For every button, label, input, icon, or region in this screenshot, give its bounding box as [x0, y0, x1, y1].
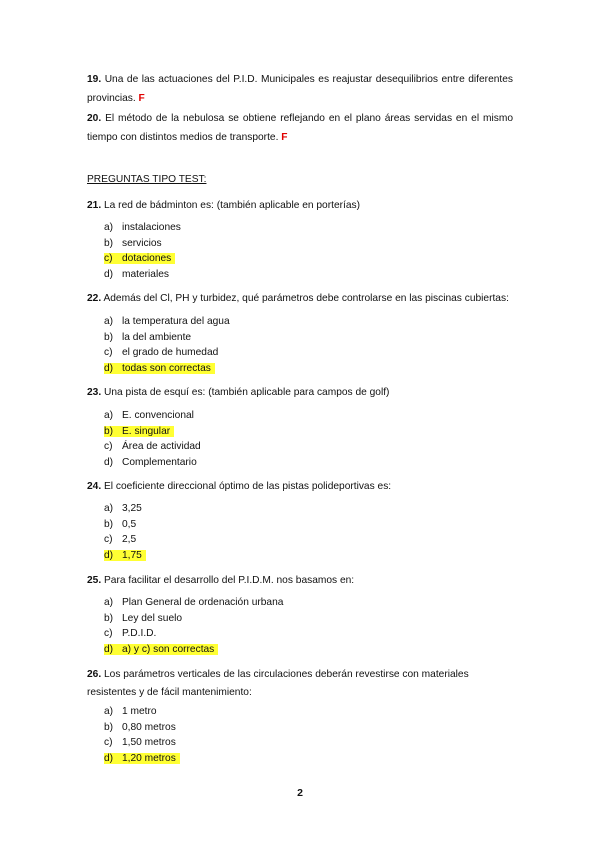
option-letter: c)	[104, 628, 113, 640]
question-number: 25.	[87, 575, 102, 586]
section-title: PREGUNTAS TIPO TEST:	[87, 174, 207, 185]
option-d	[104, 455, 201, 471]
options-list	[104, 595, 283, 657]
statement-20	[87, 109, 513, 147]
option-text: P.D.I.D.	[122, 628, 157, 640]
options-list	[104, 314, 230, 376]
option-letter: b)	[104, 612, 114, 624]
option-c	[104, 735, 180, 751]
options-list	[104, 501, 146, 563]
option-c	[104, 626, 283, 642]
option-text: 1 metro	[122, 706, 157, 717]
option-text: 1,20 metros	[122, 752, 176, 764]
option-letter: d)	[104, 643, 114, 655]
option-b	[104, 330, 230, 346]
question-text: Además del Cl, PH y turbidez, qué parámetros debe controlarse en las piscinas cubiertas:	[103, 293, 509, 304]
statement-number: 20.	[87, 113, 102, 124]
options-list	[104, 408, 201, 470]
option-text: Área de actividad	[122, 441, 201, 453]
option-text: E. convencional	[122, 410, 194, 421]
option-text: servicios	[122, 237, 162, 249]
option-letter: b)	[104, 721, 114, 733]
option-letter: c)	[104, 441, 113, 453]
option-a	[104, 595, 283, 611]
statement-number: 19.	[87, 74, 102, 85]
option-c-correct	[104, 251, 181, 267]
question-text: Para facilitar el desarrollo del P.I.D.M. nos basamos en:	[104, 575, 355, 586]
question-text: Una pista de esquí es: (también aplicable para campos de golf)	[104, 387, 390, 398]
question-25	[87, 572, 517, 589]
statement-text: Una de las actuaciones del P.I.D. Municipales es reajustar desequilibrios entre diferentes provincias.	[87, 74, 513, 104]
option-text: materiales	[122, 268, 169, 280]
option-c	[104, 439, 201, 455]
options-list	[104, 704, 180, 766]
option-text: Plan General de ordenación urbana	[122, 597, 284, 608]
option-letter: a)	[104, 597, 114, 608]
statement-19	[87, 70, 513, 108]
question-number: 22.	[87, 293, 102, 304]
option-b	[104, 720, 180, 736]
option-letter: d)	[104, 362, 114, 374]
option-text: la temperatura del agua	[122, 316, 230, 327]
question-text: La red de bádminton es: (también aplicable en porterías)	[104, 200, 360, 211]
option-letter: b)	[104, 518, 114, 530]
question-23	[87, 384, 517, 401]
option-letter: a)	[104, 410, 114, 421]
option-letter: d)	[104, 268, 114, 280]
question-text: El coeficiente direccional óptimo de las pistas polideportivas es:	[104, 481, 392, 492]
option-text: 2,5	[122, 534, 137, 546]
option-d-correct	[104, 361, 230, 377]
question-number: 23.	[87, 387, 102, 398]
option-text: a) y c) son correctas	[122, 643, 215, 655]
option-letter: b)	[104, 425, 114, 437]
option-b	[104, 611, 283, 627]
option-text: 0,5	[122, 518, 137, 530]
question-24	[87, 478, 517, 495]
option-a	[104, 704, 180, 720]
page-number: 2	[297, 787, 303, 799]
option-letter: c)	[104, 737, 113, 749]
option-letter: a)	[104, 706, 114, 717]
option-text: Ley del suelo	[122, 612, 183, 624]
option-text: 1,50 metros	[122, 737, 176, 749]
option-a	[104, 220, 181, 236]
option-b	[104, 517, 146, 533]
question-22	[87, 290, 517, 307]
statement-text: El método de la nebulosa se obtiene reflejando en el plano áreas servidas en el mismo tiempo con distintos medios de transporte.	[87, 113, 513, 143]
question-number: 24.	[87, 481, 102, 492]
option-text: la del ambiente	[122, 331, 192, 343]
false-mark: F	[138, 93, 145, 104]
question-number: 26.	[87, 669, 102, 680]
option-text: dotaciones	[122, 253, 172, 265]
question-text: Los parámetros verticales de las circulaciones deberán revestirse con materiales resistentes y de fácil mantenimiento:	[87, 669, 469, 698]
option-c	[104, 345, 230, 361]
option-letter: c)	[104, 347, 113, 359]
option-text: E. singular	[122, 425, 171, 437]
option-text: 0,80 metros	[122, 721, 176, 733]
option-b	[104, 236, 181, 252]
option-letter: d)	[104, 456, 114, 468]
option-letter: a)	[104, 503, 114, 514]
option-d-correct	[104, 751, 180, 767]
option-letter: c)	[104, 253, 113, 265]
option-text: Complementario	[122, 456, 197, 468]
option-d-correct	[104, 548, 146, 564]
option-letter: b)	[104, 237, 114, 249]
option-letter: a)	[104, 222, 114, 233]
question-26	[87, 666, 517, 702]
option-a	[104, 314, 230, 330]
option-letter: b)	[104, 331, 114, 343]
option-text: todas son correctas	[122, 362, 211, 374]
option-text: 3,25	[122, 503, 142, 514]
option-text: el grado de humedad	[122, 347, 219, 359]
option-d	[104, 267, 181, 283]
options-list	[104, 220, 181, 282]
option-letter: c)	[104, 534, 113, 546]
option-a	[104, 501, 146, 517]
question-number: 21.	[87, 200, 102, 211]
option-letter: d)	[104, 752, 114, 764]
option-d-correct	[104, 642, 283, 658]
option-text: instalaciones	[122, 222, 181, 233]
option-text: 1,75	[122, 549, 142, 561]
option-letter: d)	[104, 549, 114, 561]
option-b-correct	[104, 424, 201, 440]
question-21	[87, 197, 517, 214]
option-letter: a)	[104, 316, 114, 327]
option-c	[104, 532, 146, 548]
false-mark: F	[281, 132, 288, 143]
option-a	[104, 408, 201, 424]
